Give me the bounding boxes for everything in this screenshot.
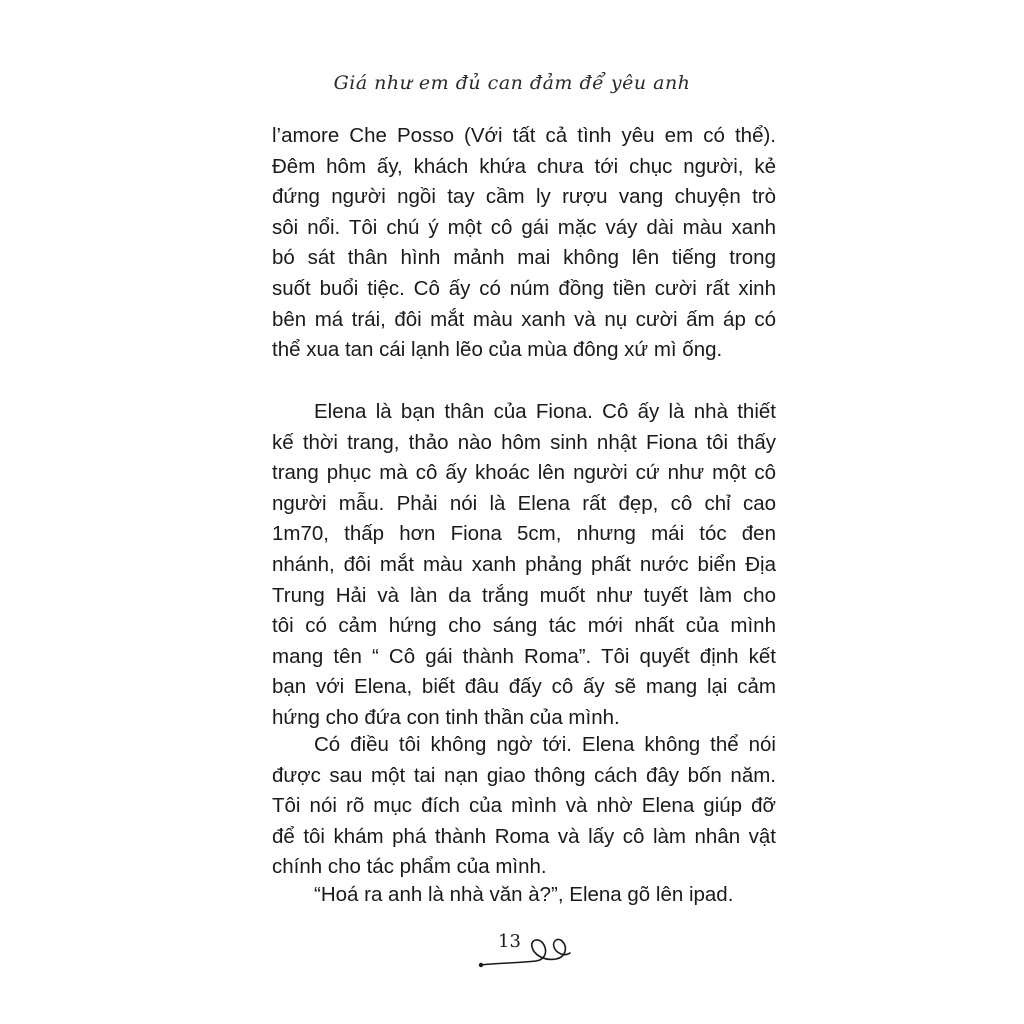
text-line: thể xua tan cái lạnh lẽo của mùa đông xứ mì ống.	[272, 338, 723, 362]
text-line: mang tên “ Cô gái thành Roma”. Tôi quyết định kết	[272, 644, 776, 668]
text-line: đứng người ngồi tay cầm ly rượu vang chuyện trò	[272, 185, 776, 209]
text-line: trang phục mà cô ấy khoác lên người cứ như một cô	[272, 461, 776, 485]
text-line: bạn với Elena, biết đâu đấy cô ấy sẽ mang lại cảm	[272, 675, 776, 699]
paragraph-2	[272, 397, 776, 734]
page-folio	[478, 927, 598, 977]
text-line: 1m70, thấp hơn Fiona 5cm, nhưng mái tóc đen	[272, 522, 776, 546]
text-line: kế thời trang, thảo nào hôm sinh nhật Fiona tôi thấy	[272, 430, 776, 454]
text-line: “Hoá ra anh là nhà văn à?”, Elena gõ lên ipad.	[314, 883, 734, 906]
running-header: Giá như em đủ can đảm để yêu anh	[333, 72, 691, 94]
text-line: để tôi khám phá thành Roma và lấy cô làm nhân vật	[272, 824, 776, 848]
text-line: Tôi nói rõ mục đích của mình và nhờ Elena giúp đỡ	[272, 794, 776, 818]
text-line: bên má trái, đôi mắt màu xanh và nụ cười ấm áp có	[272, 307, 776, 331]
text-line: sôi nổi. Tôi chú ý một cô gái mặc váy dài màu xanh	[272, 215, 776, 239]
text-line: Elena là bạn thân của Fiona. Cô ấy là nhà thiết	[314, 400, 776, 423]
text-line: người mẫu. Phải nói là Elena rất đẹp, cô chỉ cao	[272, 491, 776, 515]
text-line: tôi có cảm hứng cho sáng tác mới nhất của mình	[272, 614, 776, 638]
paragraph-1	[272, 121, 776, 366]
text-line: Đêm hôm ấy, khách khứa chưa tới chục người, kẻ	[272, 154, 776, 178]
page-number: 13	[498, 931, 521, 952]
text-line: Có điều tôi không ngờ tới. Elena không thể nói	[314, 733, 776, 756]
text-line: được sau một tai nạn giao thông cách đây bốn năm.	[272, 763, 776, 787]
text-line: hứng cho đứa con tinh thần của mình.	[272, 705, 620, 729]
flourish-ornament-icon	[478, 927, 598, 977]
text-line: nhánh, đôi mắt màu xanh phảng phất nước biển Địa	[272, 552, 776, 576]
text-line: suốt buổi tiệc. Cô ấy có núm đồng tiền cười rất xinh	[272, 276, 776, 300]
paragraph-4	[272, 880, 776, 911]
text-line: bó sát thân hình mảnh mai không lên tiếng trong	[272, 246, 776, 270]
text-line: Trung Hải và làn da trắng muốt như tuyết làm cho	[272, 583, 776, 607]
paragraph-3	[272, 730, 776, 883]
text-line: l’amore Che Posso (Với tất cả tình yêu em có thể).	[272, 124, 776, 147]
text-line: chính cho tác phẩm của mình.	[272, 855, 547, 879]
